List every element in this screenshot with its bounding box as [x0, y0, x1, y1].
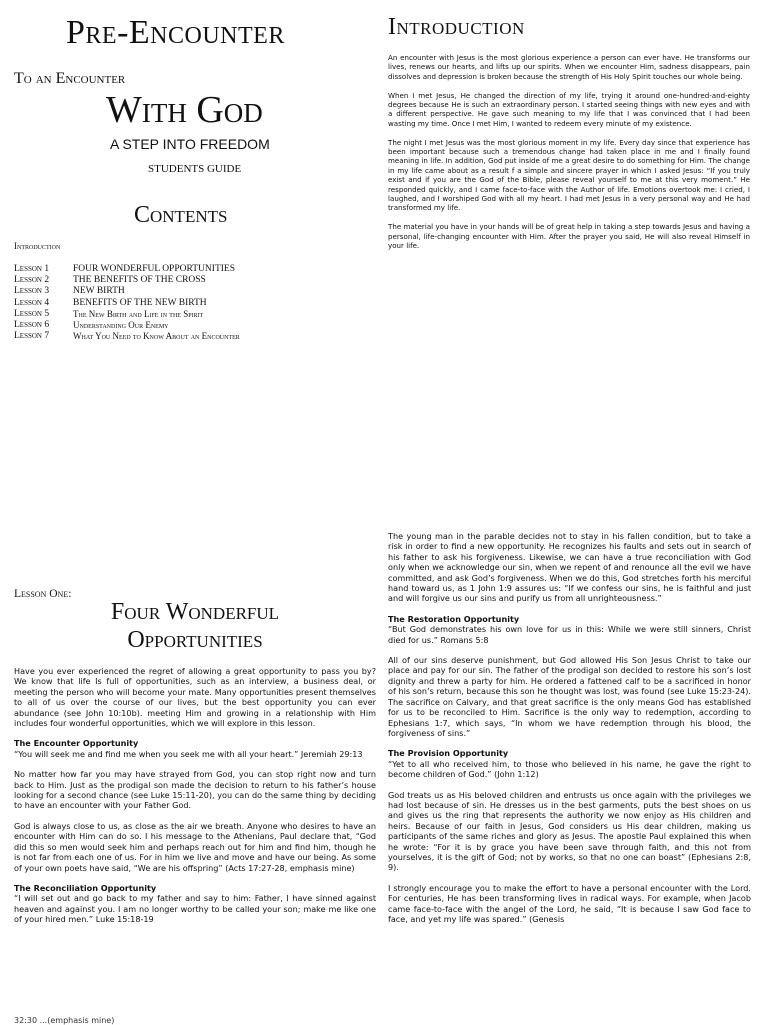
- lesson-right-column: [388, 531, 751, 934]
- introduction-paragraph: An encounter with Jesus is the most glorious experience a person can ever have. He transforms our lives, renews our hearts, and lifts up our spirits. When we encounter Him, sadness disappears, pain dissolves and depression is broken because the strength of His Holy Spirit touches our whole being.: [388, 53, 750, 81]
- document-title: Pre-Encounter: [66, 14, 285, 51]
- toc-lesson-title: BENEFITS OF THE NEW BIRTH: [73, 297, 207, 308]
- students-guide-label: STUDENTS GUIDE: [148, 163, 242, 175]
- body-paragraph: No matter how far you may have strayed from God, you can stop right now and turn back to Him. Just as the prodigal son made the decision to return to his father’s house looking for a second chance (see Luke 15:11-20), you can do the same thing by deciding to have an encounter with your Father God.: [14, 769, 376, 811]
- toc-lesson-number: Lesson 5: [14, 308, 50, 319]
- scripture-verse: “But God demonstrates his own love for us in this: While we were still sinners, Christ died for us.” Romans 5:8: [388, 624, 751, 645]
- toc-lesson-number: Lesson 4: [14, 297, 50, 308]
- toc-lesson-title: NEW BIRTH: [73, 286, 125, 297]
- lesson-title-line: Four Wonderful: [110, 599, 280, 625]
- toc-lesson-number: Lesson 6: [14, 319, 50, 330]
- section-heading: The Restoration Opportunity: [388, 613, 520, 624]
- toc-lesson-number: Lesson 1: [14, 264, 50, 274]
- scripture-verse: “Yet to all who received him, to those who believed in his name, he gave the right to become children of God.” (John 1:12): [388, 758, 751, 780]
- toc-lesson-title: THE BENEFITS OF THE CROSS: [73, 275, 206, 286]
- toc-lesson-title: Understanding Our Enemy: [73, 319, 169, 330]
- toc-lesson-title: The New Birth and Life in the Spirit: [73, 308, 204, 319]
- body-paragraph: The young man in the parable decides not to stay in his fallen condition, but to take a risk in order to find a new opportunity. He recognizes his faults and sets out in search of his father to ask his forgiveness. Likewise, we can have a true reconciliation with God only when we acknowledge our sin, when we repent of and renounce all the evil we have committed, and ask God’s forgiveness. When we do this, God stretches forth his merciful hand toward us, as 1 John 1:9 assures us: “If we confess our sins, he is faithful and just and will forgive us our sins and purify us from all unrighteousness.”: [388, 531, 751, 604]
- introduction-body: [388, 53, 750, 260]
- lesson-label: Lesson One:: [14, 588, 72, 600]
- section-heading: The Encounter Opportunity: [14, 738, 139, 749]
- toc-lesson-number: Lesson 7: [14, 331, 50, 342]
- introduction-paragraph: The night I met Jesus was the most glorious moment in my life. Every day since that experience has been important because such a tremendous change had taken place in me and I finally found meaning in life. In addition, God put inside of me a great desire to do something for Him. The change in my life came about as a result f a simple and sincere prayer in which I asked Jesus: “If you truly exist and if you are the God of the Bible, please reveal yourself to me at this very moment.” He responded quickly, and I came face-to-face with the Author of life. Emotions overtook me: I cried, I laughed, and I worshiped God with all my heart. I had met Jesus in a very personal way and He had transformed my life.: [388, 137, 750, 213]
- toc-introduction: Introduction: [14, 241, 61, 251]
- lesson-left-column: [14, 666, 376, 935]
- section-heading: The Provision Opportunity: [388, 748, 509, 759]
- scripture-verse: “I will set out and go back to my father and say to him: Father, I have sinned against heaven and against you. I am no longer worthy to be called your son; make me like one of your hired men.” Luke 15:18-19: [14, 893, 376, 925]
- introduction-paragraph: The material you have in your hands will be of great help in taking a step towards Jesus and having a personal, life-changing encounter with Him. After the prayer you said, He will also reveal Himself in your life.: [388, 222, 750, 251]
- cut-off-footer-text: 32:30 ...(emphasis mine): [14, 1016, 115, 1025]
- introduction-paragraph: When I met Jesus, He changed the direction of my life, trying it around one-hundred-and-eighty degrees because He is such an extraordinary person. I started seeing things with new eyes and with a different perspective. He gave such meaning to my life that I was convinced that I had been wasting my time. Once I met Him, I wanted to redeem every minute of my existence.: [388, 90, 750, 128]
- toc-lesson-title: FOUR WONDERFUL OPPORTUNITIES: [73, 264, 235, 274]
- tagline: A STEP INTO FREEDOM: [110, 136, 270, 152]
- subtitle-to-an-encounter: To an Encounter: [14, 70, 126, 87]
- lesson-intro-paragraph: Have you ever experienced the regret of allowing a great opportunity to pass you by? We know that life Is full of opportunities, such as an interview, a business deal, or meeting the person who will become your mate. Many opportunities present themselves to all of us over the course of our lives, but the best opportunity you can ever abundance (see John 10:10b). meeting Him and growing in a relationship with Him includes four wonderful opportunities, which we will explore in this lesson.: [14, 666, 376, 729]
- lesson-title: [14, 598, 376, 654]
- body-paragraph: God treats us as His beloved children and entrusts us once again with the privileges we had lost because of sin. He dresses us in the best garments, puts the best shoes on us and gives us the ring that represents the authority we now enjoy as His children and heirs. Because of our faith in Jesus, God considers us His dear children, making us participants of the same riches and glory as Jesus. The apostle Paul explained this when he wrote: “For it is by grace you have been save through faith, and this not from yourselves, it is the gift of God; not by works, so that no one can boast” (Ephesians 2:8, 9).: [388, 789, 751, 873]
- scripture-verse: “You will seek me and find me when you seek me with all your heart.” Jeremiah 29:13: [14, 748, 363, 759]
- contents-heading: Contents: [134, 202, 228, 228]
- body-paragraph: I strongly encourage you to make the effort to have a personal encounter with the Lord. For centuries, He has been transforming lives in radical ways. For example, when Jacob came face-to-face with the angel of the Lord, he said, “It is because I saw God face to face, and yet my life was spared.” (Genesis: [388, 882, 751, 924]
- introduction-heading: Introduction: [388, 14, 525, 40]
- body-paragraph: All of our sins deserve punishment, but God allowed His Son Jesus Christ to take our place and pay for our sin. The father of the prodigal son decided to restore his son’s lost dignity and threw a party for him. He ordered a fattened calf to be a sacrificed in honor of his son’s return, because this son he thought was lost, was found (see Luke 15:23-24). The sacrifice on Calvary, and that great sacrifice is the only means God has established for us to be reconciled to Him. Sacrifice is the only way to redemption, according to Ephesians 1:7, which says, “In whom we have redemption through his blood, the forgiveness of sins.”: [388, 655, 751, 738]
- toc-lesson-number: Lesson 3: [14, 286, 50, 297]
- toc-lesson-title: What You Need to Know About an Encounter: [73, 331, 240, 342]
- body-paragraph: God is always close to us, as close as the air we breath. Anyone who desires to have an encounter with Him can do so. I his message to the Athenians, Paul declare that, “God did this so men would seek him and perhaps reach out for him and find him, though he is not far from each one of us. For in him we live and move and have our being. As some of your own poets have said, “We are his offspring” (Acts 17:27-28, emphasis mine): [14, 820, 376, 873]
- toc-lesson-number: Lesson 2: [14, 275, 50, 286]
- section-heading: The Reconciliation Opportunity: [14, 882, 157, 893]
- lesson-title-line: Opportunities: [127, 627, 263, 653]
- subtitle-with-god: With God: [106, 89, 263, 131]
